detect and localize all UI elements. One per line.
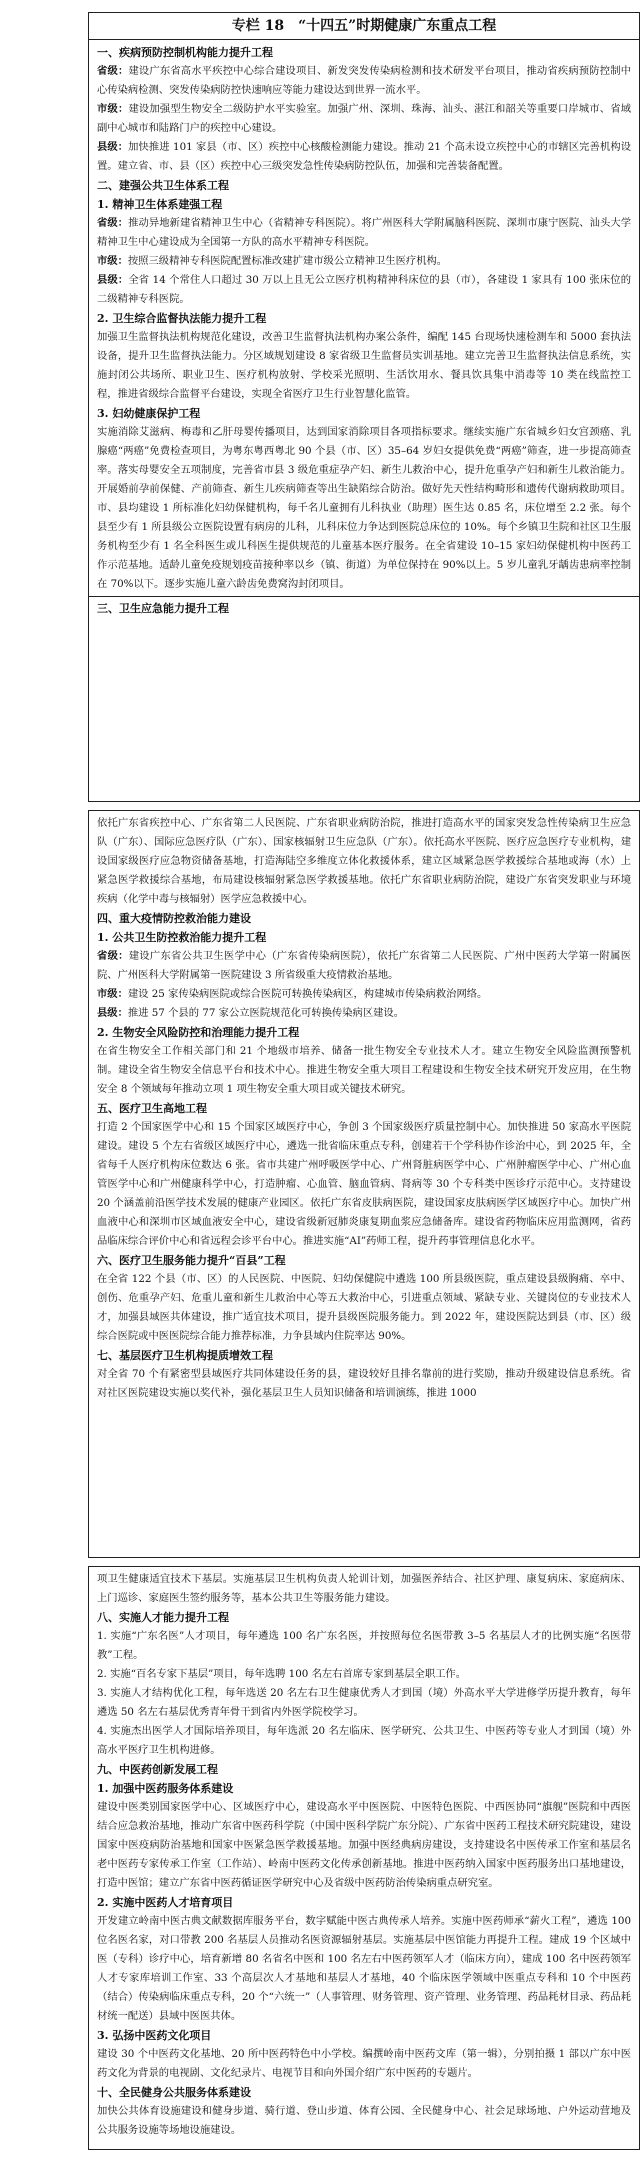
paragraph-text: 建设 30 个中医药文化基地、20 所中医药特色中小学校。编撰岭南中医药文库（第一辑），分别拍摄 1 部以广东中医药文化为背景的电视剧、文化纪录片、电视节目和向外国介绍广东中医药的专题片。: [97, 2048, 631, 2079]
box2-content: [97, 814, 631, 1403]
paragraph: [97, 1684, 631, 1722]
paragraph-lead: 县级：: [97, 141, 129, 153]
paragraph-lead: 省级：: [97, 950, 129, 962]
paragraph: [97, 423, 631, 594]
section-heading: 二、建强公共卫生体系工程: [97, 179, 229, 192]
paragraph-text: 打造 2 个国家医学中心和 15 个国家区域医疗中心，争创 3 个国家级医疗质量控制中心。加快推进 50 家高水平医院建设。建设 5 个左右省级区域医疗中心，遴选一批省临床重点专科，创建若干个学科协作诊治中心，到 2025 年，全省每千人医疗机构床位数达 6 张。省市共建广州呼吸医学中心、广州肾脏病医学中心、广州肿瘤医学中心、广州心血管医学中心和广州健康科学中心，打造肿瘤、心血管、脑血管病、肾病等 30 个专科类中医诊疗示范中心。支持建设 20 个涵盖前沿医学技术发展的健康产业园区。依托广东省皮肤病医院，建设国家皮肤病医学区域医疗中心。加快广州血液中心和深圳市区域血液安全中心，建设省级新冠肺炎康复期血浆应急储备库。建设省药物临床应用监测网，省药品临床综合评价中心和省远程会诊平台中心。推进实施“AI”药师工程，提升药事管理信息化水平。: [97, 1121, 631, 1247]
subsection-heading: 2. 生物安全风险防控和治理能力提升工程: [97, 1026, 300, 1039]
paragraph: [97, 328, 631, 404]
paragraph-text: 在全省 122 个县（市、区）的人民医院、中医院、妇幼保健院中遴选 100 所县级医院，重点建设县级胸痛、卒中、创伤、危重孕产妇、危重儿童和新生儿救治中心等五大救治中心，引进重点领域、紧缺专业、关键岗位的专业技术人才，加强县域医共体建设，推广适宜技术项目，提升县级医院服务能力。到 2022 年，建设医院达到县（市、区）级综合医院或中医医院综合能力推荐标准，力争县域内住院率达 90%。: [97, 1273, 631, 1342]
box1-content: [97, 43, 631, 618]
paragraph: [97, 1270, 631, 1346]
section-heading: 九、中医药创新发展工程: [97, 1763, 218, 1776]
paragraph: [97, 214, 631, 252]
paragraph-lead: 市级：: [97, 988, 128, 1000]
paragraph: [97, 947, 631, 985]
paragraph: [97, 1722, 631, 1760]
paragraph: [97, 138, 631, 176]
paragraph: [97, 2045, 631, 2083]
paragraph: [97, 814, 631, 909]
paragraph-lead: 市级：: [97, 103, 129, 115]
paragraph-lead: 县级：: [97, 274, 129, 286]
section-heading: 一、疾病预防控制机构能力提升工程: [97, 46, 273, 59]
paragraph-text: 建设广东省高水平疾控中心综合建设项目、新发突发传染病检测和技术研发平台项目，推动省疾病预防控制中心传染病检测、突发传染病防控快速响应等能力建设达到世界一流水平。: [97, 65, 632, 96]
paragraph-text: 推进 57 个县的 77 家公立医院规范化可转换传染病区建设。: [127, 1007, 405, 1019]
paragraph: [97, 62, 631, 100]
paragraph-lead: 市级：: [97, 255, 128, 267]
paragraph-text: 全省 14 个常住人口超过 30 万以上且无公立医疗机构精神科床位的县（市），各建设 1 家具有 100 张床位的二级精神专科医院。: [97, 274, 632, 305]
paragraph-text: 依托广东省疾控中心、广东省第二人民医院、广东省职业病防治院，推进打造高水平的国家突发急性传染病卫生应急队（广东）、国际应急医疗队（广东）、国家核辐射卫生应急队（广东）。依托高水平医院、医疗应急医疗专业机构，建设国家级医疗应急物资储备基地，打造海陆空多维度立体化救援体系，建立区域紧急医学救援综合基地或海（水）上紧急医学救援综合基地，布局建设核辐射紧急医学救援基地。依托广东省职业病防治院，建设广东省突发职业与环境疾病（化学中毒与核辐射）医学应急救援中心。: [97, 817, 631, 905]
box3-content: [97, 1570, 631, 2140]
paragraph: [97, 1004, 631, 1023]
subsection-heading: 3. 妇幼健康保护工程: [97, 407, 201, 420]
paragraph: [97, 1665, 631, 1684]
paragraph: [97, 1042, 631, 1099]
paragraph-text: 对全省 70 个有紧密型县域医疗共同体建设任务的县，建设较好且排名靠前的进行奖励，推动升级建设信息系统。省对社区医院建设实施以奖代补，强化基层卫生人员知识储备和培训演练，推进 1000: [97, 1368, 631, 1399]
section-heading: 五、医疗卫生高地工程: [97, 1102, 207, 1115]
paragraph-lead: 省级：: [97, 217, 129, 229]
paragraph-text: 在省生物安全工作相关部门和 21 个地级市培养、储备一批生物安全专业技术人才。建立生物安全风险监测预警机制。建设全省生物安全信息平台和技术中心。推进生物安全重大项目工程建设和生物安全技术研究开发应用，在生物安全 8 个领域每年推动立项 1 项生物安全重大项目或关键技术研究。: [97, 1045, 631, 1095]
paragraph-text: 实施消除艾滋病、梅毒和乙肝母婴传播项目，达到国家消除项目各项指标要求。继续实施广东省城乡妇女宫颈癌、乳腺癌“两癌”免费检查项目，为粤东粤西粤北 90 个县（市、区）35–64 岁妇女提供免费“两癌”筛查，进一步提高筛查率。落实母婴安全五项制度，完善省市县 3 级危重症孕产妇、新生儿救治中心，提升危重孕产妇和新生儿救治能力。开展婚前孕前保健、产前筛查、新生儿疾病筛查等出生缺陷综合防治。做好先天性结构畸形和遗传代谢病救助项目。市、县均建设 1 所标准化妇幼保健机构，每千名儿童拥有儿科执业（助理）医生达 0.85 名，床位增至 2.2 张。每个县至少有 1 所县级公立医院设置有病房的儿科，儿科床位力争达到医院总床位的 10%。每个乡镇卫生院和社区卫生服务机构至少有 1 名全科医生或儿科医生提供规范的儿童基本医疗服务。在全省建设 10–15 家妇幼保健机构中医药工作示范基地。适龄儿童免疫规划疫苗接种率以乡（镇、街道）为单位保持在 90%以上。5 岁儿童乳牙龋齿患病率控制在 70%以下。逐步实施儿童六龄齿免费窝沟封闭项目。: [97, 426, 631, 590]
paragraph-text: 建设中医类别国家医学中心、区域医疗中心，建设高水平中医医院、中医特色医院、中西医协同“旗舰”医院和中西医结合应急救治基地，推动广东省中医药科学院（中国中医科学院广东分院）、广东省中医药工程技术研究院建设，建设国家中医疫病防治基地和国家中医紧急医学救援基地。加强中医经典病房建设，支持建设名中医传承工作室和基层名老中医药专家传承工作室（工作站）、岭南中医药文化传承创新基地。推进中医药纳入国家中医药服务出口基地建设，打造中医馆；建立广东省中医药循证医学研究中心及省级中医药防治传染病重点研究室。: [97, 1801, 631, 1889]
subsection-heading: 2. 卫生综合监督执法能力提升工程: [97, 312, 267, 325]
section-heading: 十、全民健身公共服务体系建设: [97, 2086, 251, 2099]
paragraph-text: 1. 实施“广东名医”人才项目，每年遴选 100 名广东名医，并按照每位名医带教 3–5 名基层人才的比例实施“名医带教”工程。: [97, 1630, 631, 1661]
paragraph-text: 建设 25 家传染病医院或综合医院可转换传染病区，构建城市传染病救治网络。: [127, 988, 488, 1000]
paragraph-lead: 县级：: [97, 1007, 128, 1019]
paragraph: [97, 252, 631, 271]
section-heading: 七、基层医疗卫生机构提质增效工程: [97, 1349, 273, 1362]
paragraph-text: 推动异地新建省精神卫生中心（省精神专科医院）。将广州医科大学附属脑科医院、深圳市康宁医院、汕头大学精神卫生中心建设成为全国第一方队的高水平精神专科医院。: [97, 217, 631, 248]
paragraph: [97, 100, 631, 138]
paragraph: [97, 1118, 631, 1251]
paragraph: [97, 1365, 631, 1403]
paragraph: [97, 1627, 631, 1665]
column-box-part-2: [88, 810, 640, 1558]
paragraph: [97, 985, 631, 1004]
subsection-heading: 3. 弘扬中医药文化项目: [97, 2029, 212, 2042]
paragraph: [97, 2102, 631, 2140]
paragraph: [97, 1798, 631, 1893]
column-box-part-3: [88, 1566, 640, 2150]
section-heading: 四、重大疫情防控救治能力建设: [97, 912, 251, 925]
paragraph: [97, 1570, 631, 1608]
paragraph-text: 加快公共体育设施建设和健身步道、骑行道、登山步道、体育公园、全民健身中心、社会足球场地、户外运动营地及公共服务设施等场地设施建设。: [97, 2105, 631, 2136]
subsection-heading: 1. 精神卫生体系建强工程: [97, 198, 223, 211]
column-box-part-1: [88, 12, 640, 802]
paragraph-text: 2. 实施“百名专家下基层”项目，每年选聘 100 名左右首席专家到基层全职工作。: [97, 1668, 467, 1680]
paragraph-text: 加快推进 101 家县（市、区）疾控中心核酸检测能力建设。推动 21 个高未设立疾控中心的市辖区完善机构设置。建立省、市、县（区）疾控中心三级突发急性传染病防控队伍，加强和完善装备配置。: [97, 141, 632, 172]
subsection-heading: 1. 加强中医药服务体系建设: [97, 1782, 234, 1795]
section-heading: 八、实施人才能力提升工程: [97, 1611, 229, 1624]
subsection-heading: 1. 公共卫生防控救治能力提升工程: [97, 931, 267, 944]
paragraph-text: 3. 实施人才结构优化工程，每年选送 20 名左右卫生健康优秀人才到国（境）外高水平大学进修学历提升教育，每年遴选 50 名左右基层优秀青年骨干到省内外医学院校学习。: [97, 1687, 631, 1718]
paragraph: [97, 271, 631, 309]
paragraph-text: 项卫生健康适宜技术下基层。实施基层卫生机构负责人轮训计划，加强医养结合、社区护理、康复病床、家庭病床、上门巡诊、家庭医生签约服务等，基本公共卫生等服务能力建设。: [97, 1573, 631, 1604]
paragraph-text: 加强卫生监督执法机构规范化建设，改善卫生监督执法机构办案公条件，编配 145 台现场快速检测车和 5000 套执法设备，提升卫生监督执法能力。分区域规划建设 8 家省级卫生监督员实训基地。建立完善卫生监督执法信息系统，实施封闭公共场所、职业卫生、医疗机构放射、学校采光照明、生活饮用水、餐具饮具集中消毒等 10 类在线监控工程，推进省级综合监督平台建设，实现全省医疗卫生行业智慧化监管。: [97, 331, 631, 400]
column-title: 专栏 18 “十四五”时期健康广东重点工程: [89, 13, 639, 40]
paragraph-text: 按照三级精神专科医院配置标准改建扩建市级公立精神卫生医疗机构。: [127, 255, 448, 267]
paragraph-lead: 省级：: [97, 65, 129, 77]
section-heading: 六、医疗卫生服务能力提升“百县”工程: [97, 1254, 286, 1267]
subsection-heading: 三、卫生应急能力提升工程: [97, 602, 229, 615]
paragraph-text: 建设广东省公共卫生医学中心（广东省传染病医院），依托广东省第二人民医院、广州中医药大学第一附属医院、广州医科大学附属第一医院建设 3 所省级重大疫情救治基地。: [97, 950, 631, 981]
paragraph-text: 开发建立岭南中医古典文献数据库服务平台，数字赋能中医古典传承人培养。实施中医药师承“薪火工程”，遴选 100 位名医名家，对口带教 200 名基层人员推动名医资源辐射基层。实施基层中医馆能力再提升工程。建成 19 个区域中医（专科）诊疗中心，培育新增 80 名省名中医和 100 名左右中医药领军人才（临床方向），建成 100 名中医药领军人才专家库培训工作室、33 个高层次人才基地和基层人才基地，40 个临床医学领域中医重点专科和 10 个中医药（结合）传染病临床重点专科，20 个“六统一”（人事管理、财务管理、资产管理、业务管理、药品耗材目录、药品耗材统一配送）县域中医医共体。: [97, 1915, 631, 2022]
paragraph: [97, 1912, 631, 2026]
paragraph-text: 建设加强型生物安全二级防护水平实验室。加强广州、深圳、珠海、汕头、湛江和韶关等重要口岸城市、省域副中心城市和陆路门户的疾控中心建设。: [97, 103, 632, 134]
paragraph-text: 4. 实施杰出医学人才国际培养项目，每年选派 20 名左临床、医学研究、公共卫生、中医药等专业人才到国（境）外高水平医疗卫生机构进修。: [97, 1725, 631, 1756]
subsection-heading: 2. 实施中医药人才培育项目: [97, 1896, 234, 1909]
divider: [89, 596, 639, 597]
